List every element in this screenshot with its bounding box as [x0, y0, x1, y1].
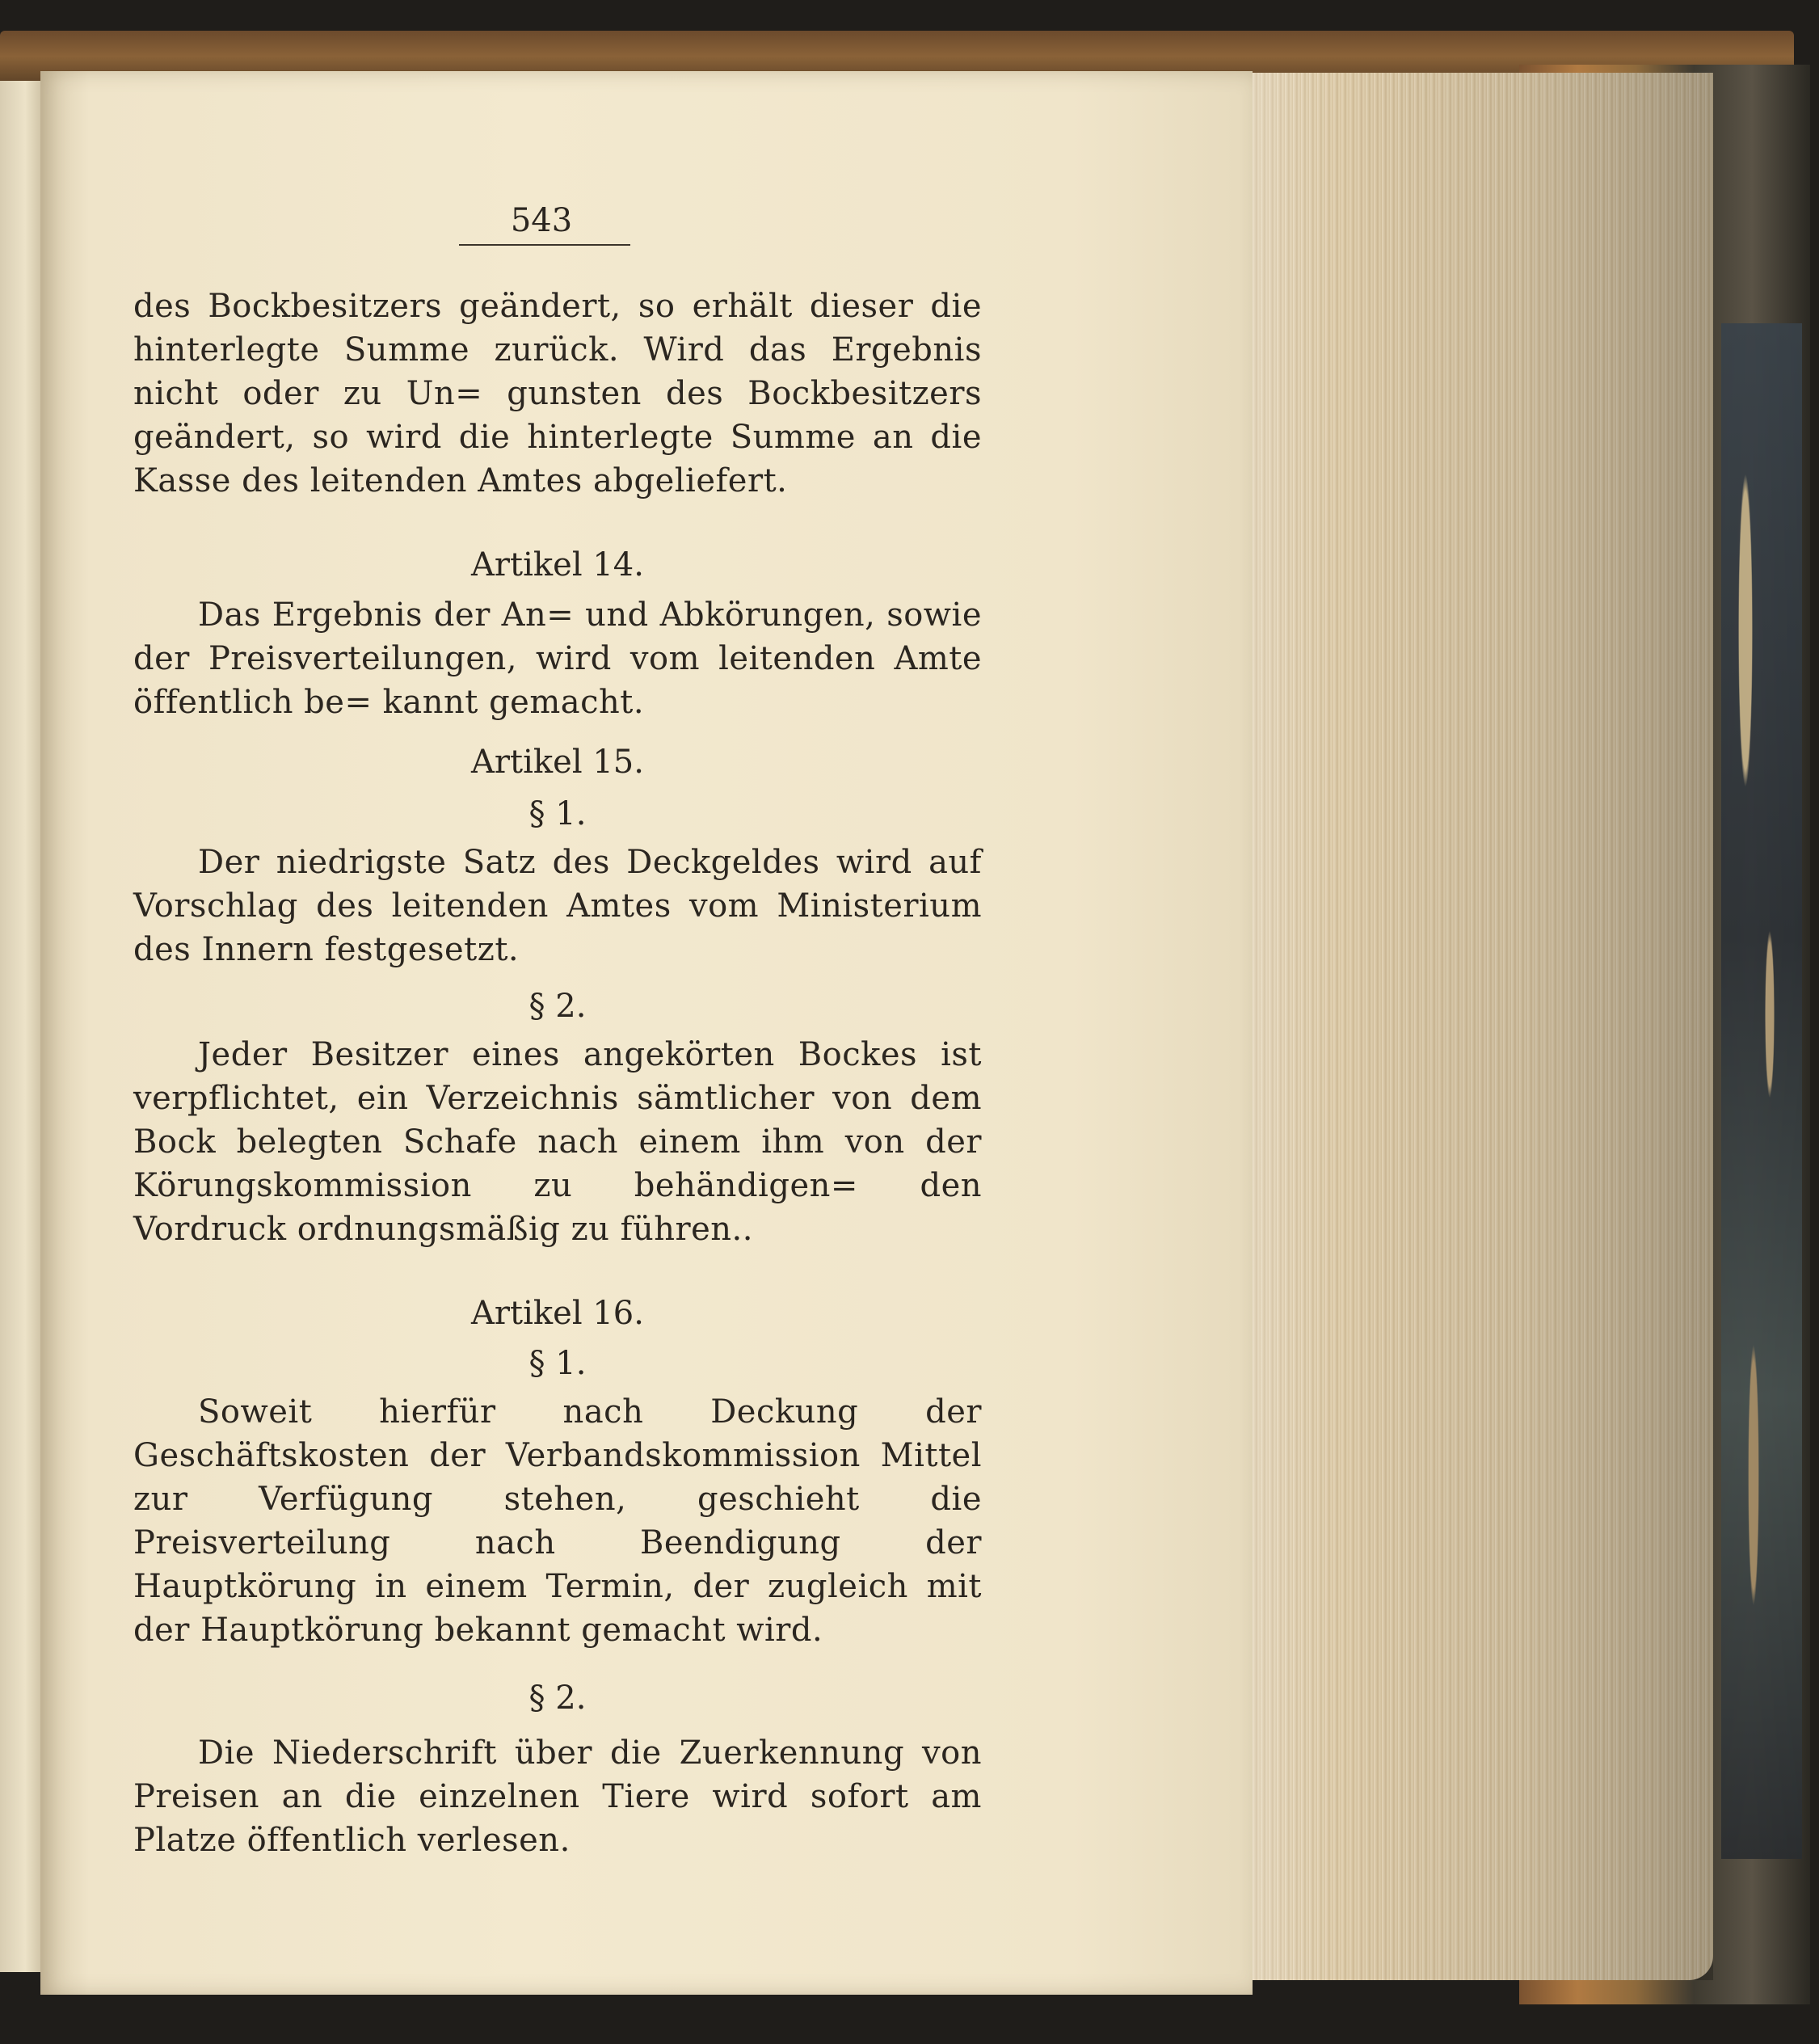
section-heading: § 2.: [528, 988, 587, 1025]
article-heading: Artikel 16.: [471, 1295, 644, 1332]
article-heading: Artikel 15.: [471, 744, 644, 781]
paragraph: des Bockbesitzers geändert, so erhält dieser die hinterlegte Summe zurück. Wird das Ergebnis nicht oder zu Un= gunsten des Bockbesitzers geändert, so wird die hinterlegte Summe an die Kasse des leitenden Amtes abgeliefert.: [133, 288, 982, 499]
page-block-shade: [1244, 73, 1713, 1980]
page-text: [133, 284, 982, 1862]
facing-page-edge: [0, 81, 42, 1972]
marbled-board: [1721, 323, 1802, 1859]
section-heading: § 1.: [528, 795, 587, 832]
paragraph: Jeder Besitzer eines angekörten Bockes ist verpflichtet, ein Verzeichnis sämtlicher von dem Bock belegten Schafe nach einem ihm von der Körungskommission zu behändigen= den Vordruck ordnungsmäßig zu führen..: [133, 1036, 982, 1248]
section-heading: § 1.: [528, 1345, 587, 1382]
article-heading: Artikel 14.: [471, 546, 644, 584]
paragraph: Der niedrigste Satz des Deckgeldes wird auf Vorschlag des leitenden Amtes vom Ministerium des Innern festgesetzt.: [133, 844, 982, 968]
paragraph: Soweit hierfür nach Deckung der Geschäftskosten der Verbandskommission Mittel zur Verfügung stehen, geschieht die Preisverteilung nach Beendigung der Hauptkörung in einem Termin, der zugleich mit der Hauptkörung bekannt gemacht wird.: [133, 1393, 982, 1649]
paragraph: Die Niederschrift über die Zuerkennung von Preisen an die einzelnen Tiere wird sofort am Platze öffentlich verlesen.: [133, 1734, 982, 1859]
page-number-rule: [459, 244, 630, 246]
page-number: 543: [510, 202, 573, 239]
section-heading: § 2.: [528, 1679, 587, 1717]
paragraph: Das Ergebnis der An= und Abkörungen, sowie der Preisverteilungen, wird vom leitenden Amte öffentlich be= kannt gemacht.: [133, 596, 982, 721]
